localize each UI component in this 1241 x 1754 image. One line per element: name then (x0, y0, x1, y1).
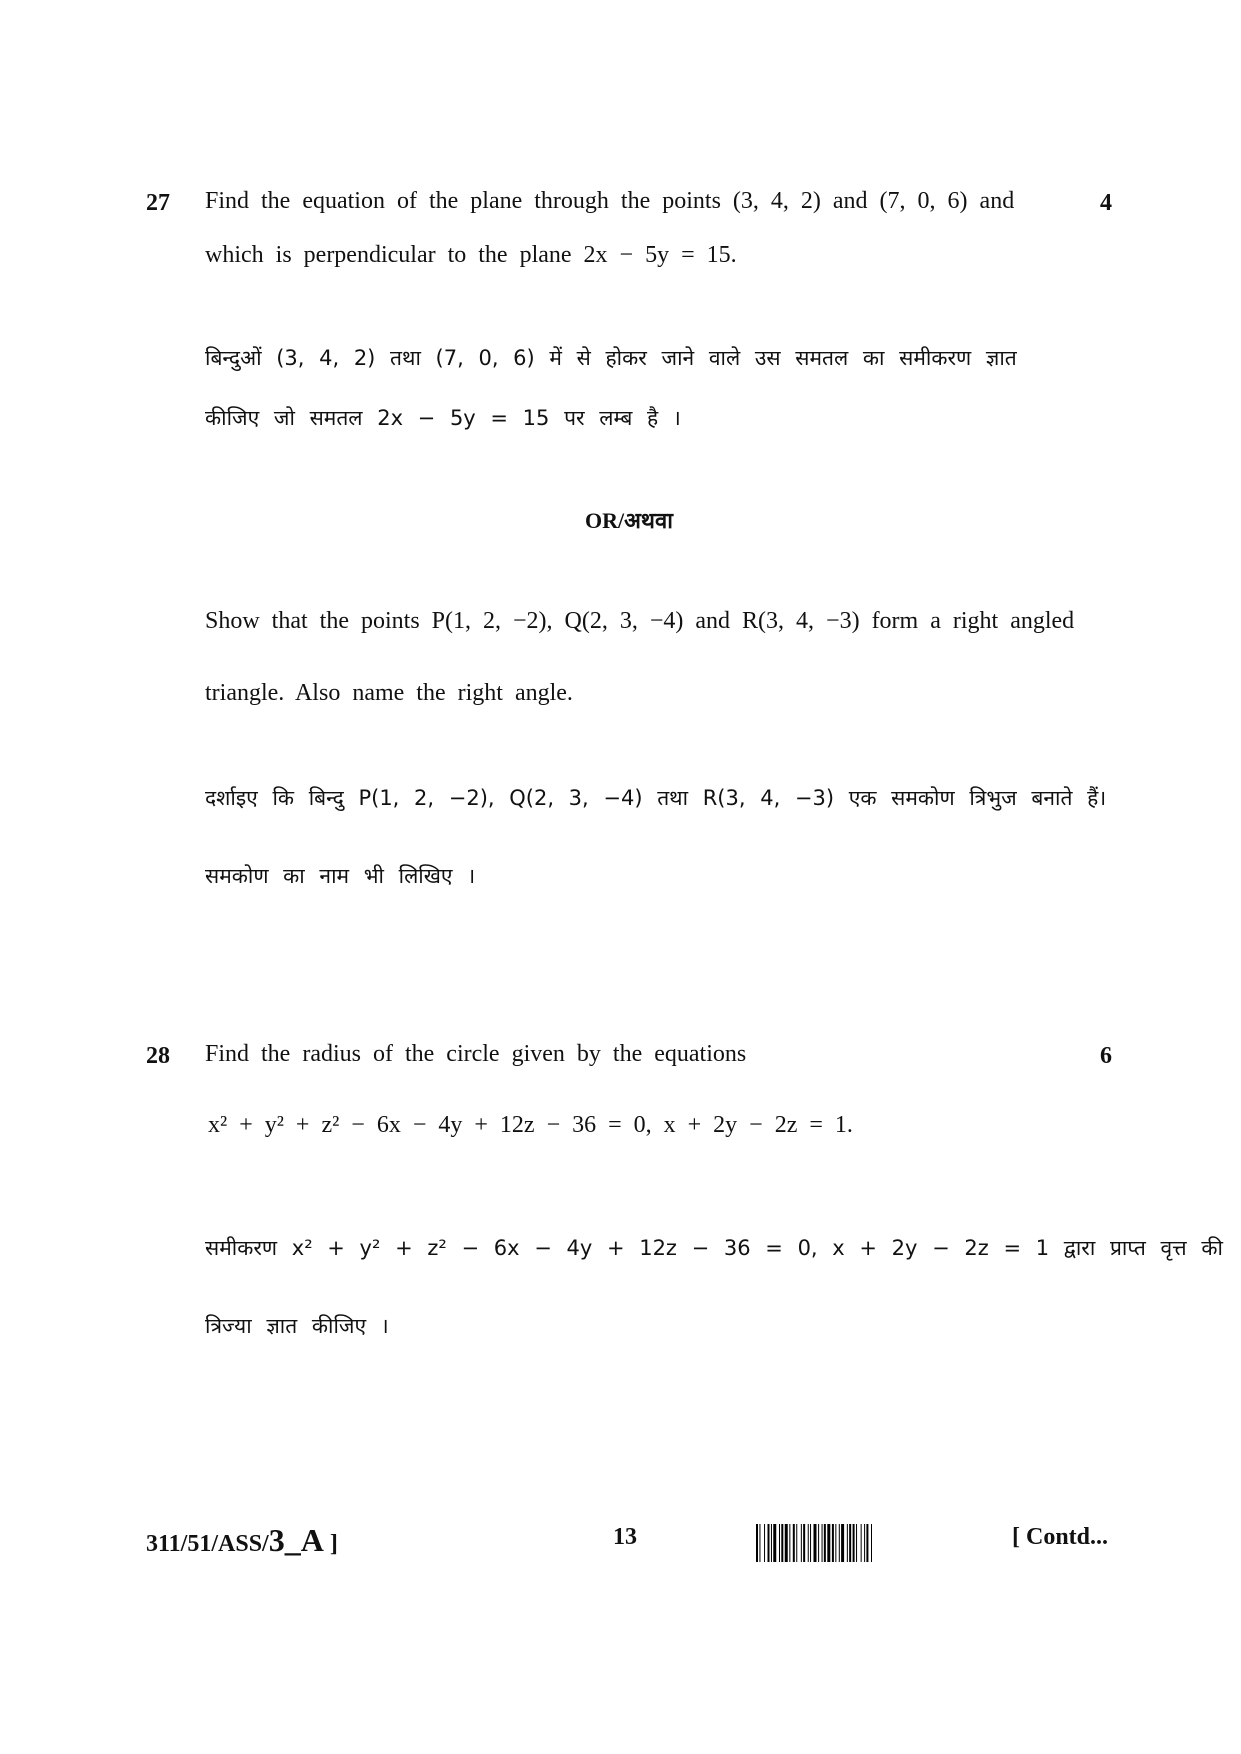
q27-english-line-2: which is perpendicular to the plane 2x − 5y = 15. (205, 242, 737, 268)
q28-english-line-2: x² + y² + z² − 6x − 4y + 12z − 36 = 0, x + 2y − 2z = 1. (208, 1112, 853, 1138)
q27-hindi-line-1: बिन्दुओं (3, 4, 2) तथा (7, 0, 6) में से होकर जाने वाले उस समतल का समीकरण ज्ञात (205, 346, 1017, 370)
paper-code-set: 3_A (268, 1522, 324, 1558)
marks-27: 4 (1100, 190, 1112, 216)
paper-code-suffix: ] (323, 1531, 338, 1557)
question-number-28: 28 (146, 1043, 170, 1069)
q27-alt-english-line-1: Show that the points P(1, 2, −2), Q(2, 3, −4) and R(3, 4, −3) form a right angled (205, 608, 1075, 634)
q28-hindi-line-2: त्रिज्या ज्ञात कीजिए । (205, 1314, 389, 1338)
question-number-27: 27 (146, 190, 170, 216)
q27-alt-hindi-line-2: समकोण का नाम भी लिखिए । (205, 864, 476, 888)
q27-english-line-1: Find the equation of the plane through the points (3, 4, 2) and (7, 0, 6) and (205, 188, 1015, 214)
paper-code (146, 1522, 338, 1559)
q28-english-line-1: Find the radius of the circle given by the equations (205, 1041, 747, 1067)
paper-code-prefix: 311/51/ASS/ (146, 1531, 269, 1557)
q27-alt-english-line-2: triangle. Also name the right angle. (205, 680, 573, 706)
continued-label: [ Contd... (1012, 1524, 1109, 1550)
q27-alt-hindi-line-1: दर्शाइए कि बिन्दु P(1, 2, −2), Q(2, 3, −4) तथा R(3, 4, −3) एक समकोण त्रिभुज बनाते हैं। (205, 786, 1107, 810)
barcode (756, 1524, 986, 1562)
or-separator: OR/अथवा (585, 508, 673, 533)
page-number: 13 (613, 1524, 637, 1550)
q27-hindi-line-2: कीजिए जो समतल 2x − 5y = 15 पर लम्ब है । (205, 406, 681, 430)
q28-hindi-line-1: समीकरण x² + y² + z² − 6x − 4y + 12z − 36 = 0, x + 2y − 2z = 1 द्वारा प्राप्त वृत्त की (205, 1236, 1223, 1260)
marks-28: 6 (1100, 1043, 1112, 1069)
